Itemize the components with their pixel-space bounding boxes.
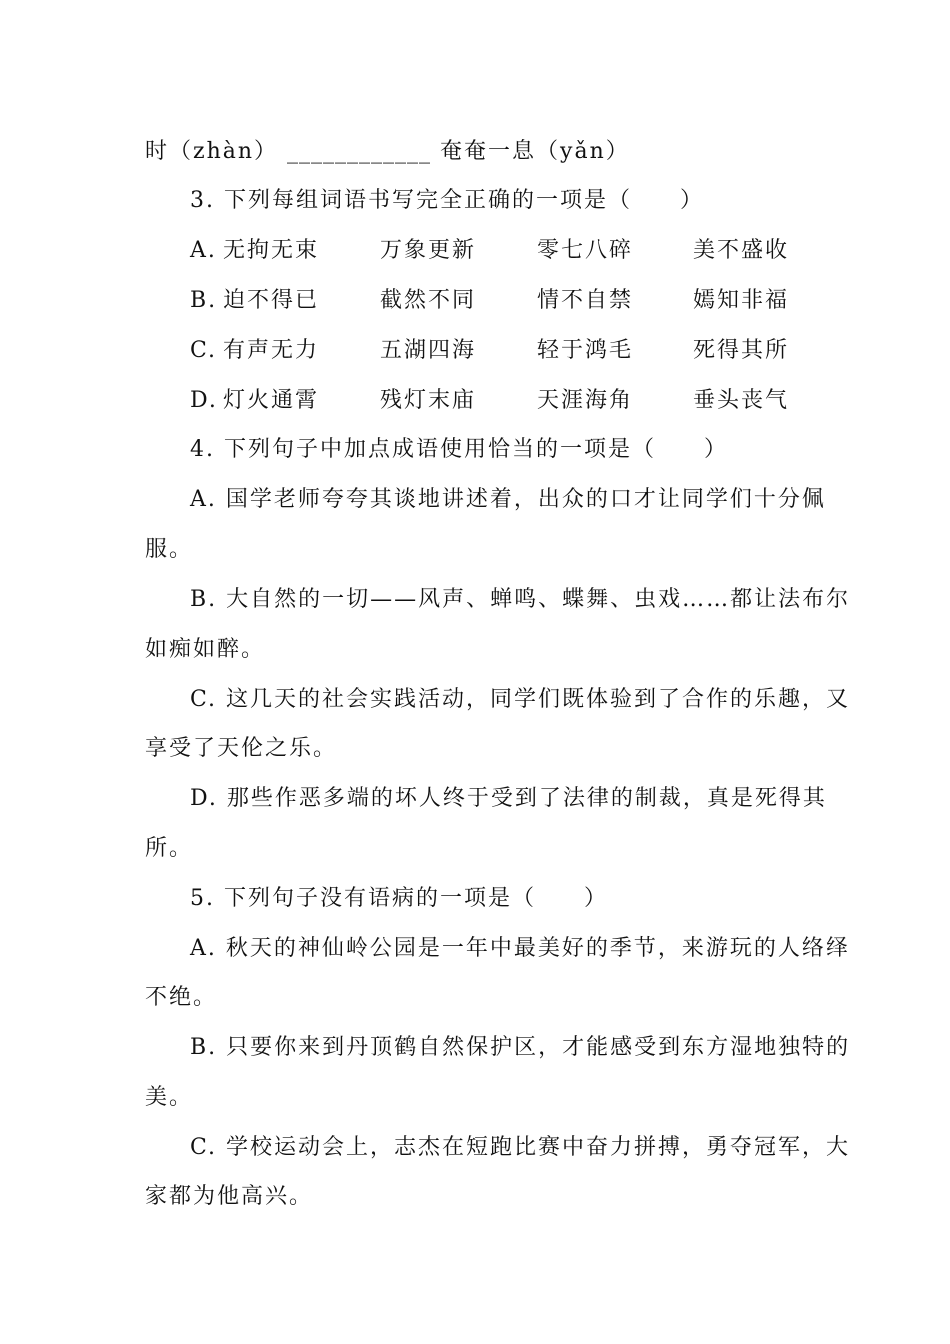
q4-stem: 4. 下列句子中加点成语使用恰当的一项是（ ）: [190, 437, 728, 462]
yan-pinyin: 奄奄一息（yǎn）: [440, 139, 630, 164]
q5-b-line2: 美。: [145, 1085, 194, 1110]
q5-c-line1: C. 学校运动会上，志杰在短跑比赛中奋力拼搏，勇夺冠军，大: [190, 1135, 851, 1160]
q4-c-line1: C. 这几天的社会实践活动，同学们既体验到了合作的乐趣，又: [190, 687, 851, 712]
option-word: 死得其所: [693, 338, 790, 363]
q4-a-line2: 服。: [145, 537, 194, 562]
option-word: 有声无力: [223, 338, 320, 363]
option-label: A.: [190, 238, 217, 263]
q4-c-line2: 享受了天伦之乐。: [145, 736, 338, 761]
option-label: D.: [190, 388, 218, 413]
option-word: 天涯海角: [537, 388, 634, 413]
q4-b-line2: 如痴如醉。: [145, 637, 266, 662]
option-word: 五湖四海: [380, 338, 477, 363]
q5-a-line2: 不绝。: [145, 985, 218, 1010]
option-word: 轻于鸿毛: [537, 338, 634, 363]
option-word: 美不盛收: [693, 238, 790, 263]
q5-a-line1: A. 秋天的神仙岭公园是一年中最美好的季节，来游玩的人络绎: [190, 936, 850, 961]
shi-pinyin: 时（zhàn）: [145, 139, 279, 164]
option-word: 情不自禁: [537, 288, 634, 313]
option-word: 万象更新: [380, 238, 477, 263]
q4-d-line2: 所。: [145, 836, 194, 861]
option-word: 迫不得已: [223, 288, 320, 313]
option-word: 垂头丧气: [693, 388, 790, 413]
option-label: C.: [190, 338, 218, 363]
option-label: B.: [190, 288, 218, 313]
option-word: 截然不同: [380, 288, 477, 313]
q4-d-line1: D. 那些作恶多端的坏人终于受到了法律的制裁，真是死得其: [190, 786, 827, 811]
option-word: 灯火通霄: [223, 388, 320, 413]
q4-b-line1: B. 大自然的一切——风声、蝉鸣、蝶舞、虫戏……都让法布尔: [190, 587, 851, 612]
option-word: 零七八碎: [537, 238, 634, 263]
q5-stem: 5. 下列句子没有语病的一项是（ ）: [190, 886, 608, 911]
q4-a-line1: A. 国学老师夸夸其谈地讲述着，出众的口才让同学们十分佩: [190, 487, 826, 512]
option-word: 残灯末庙: [380, 388, 477, 413]
q5-b-line1: B. 只要你来到丹顶鹤自然保护区，才能感受到东方湿地独特的: [190, 1035, 851, 1060]
q5-c-line2: 家都为他高兴。: [145, 1184, 314, 1209]
blank-dashes: ____________: [287, 139, 432, 164]
option-word: 无拘无束: [223, 238, 320, 263]
option-word: 嫣知非福: [693, 288, 790, 313]
q3-stem: 3. 下列每组词语书写完全正确的一项是（ ）: [190, 188, 704, 213]
pinyin-line: [145, 137, 630, 167]
